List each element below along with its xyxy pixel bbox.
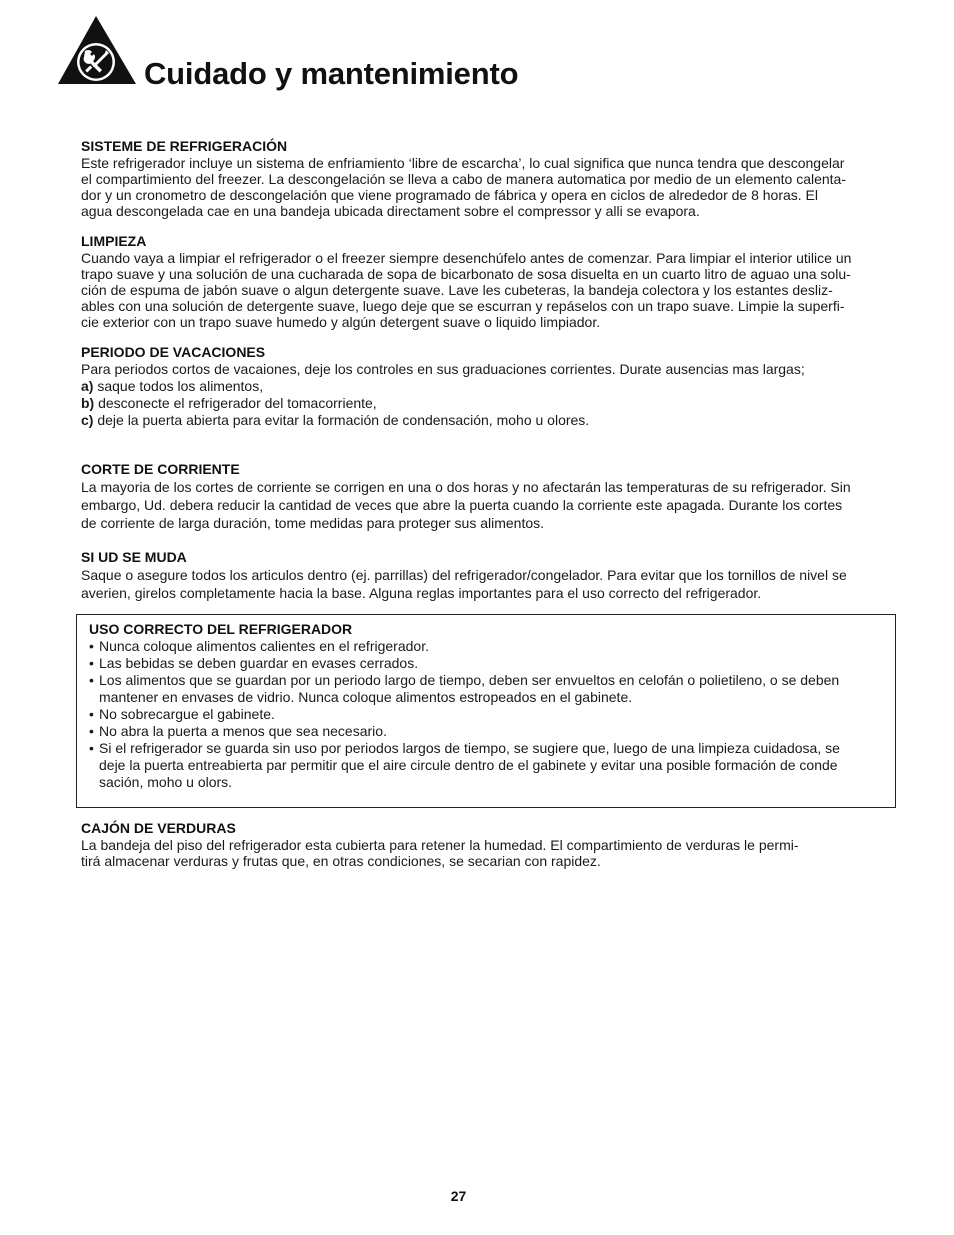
bullet-item: [89, 638, 887, 655]
body-line: ción de espuma de jabón suave o algun detergente suave. Lave les cubeteras, la bandeja colectora y los estantes desliz-: [81, 282, 833, 298]
section-body: [81, 566, 897, 602]
bullet-line: Los alimentos que se guardan por un periodo largo de tiempo, deben ser envueltos en celofán o polietileno, o se deben: [99, 672, 840, 688]
list-text: deje la puerta abierta para evitar la formación de condensación, moho u olores.: [93, 412, 590, 428]
section-cajon-verduras: [81, 820, 897, 869]
body-line: tirá almacenar verduras y frutas que, en otras condiciones, se secarian con rapidez.: [81, 853, 601, 869]
body-line: el compartimiento del freezer. La descongelación se lleva a cabo de manera automatica por medio de un elemento calenta-: [81, 171, 847, 187]
section-limpieza: [81, 233, 897, 330]
bullet-line: sación, moho u olors.: [99, 774, 233, 790]
bullet-mark: •: [89, 740, 94, 756]
body-line: dor y un cronometro de descongelación que viene programado de fábrica y opera en ciclos de alrededor de 8 horas. El: [81, 187, 819, 203]
section-intro: Para periodos cortos de vacaiones, deje los controles en sus graduaciones corrientes. Durate ausencias mas largas;: [81, 361, 805, 377]
bullet-item: [89, 706, 887, 723]
body-line: cie exterior con un trapo suave humedo y algún detergent suave o liquido limpiador.: [81, 314, 601, 330]
body-line: Este refrigerador incluye un sistema de enfriamiento ‘libre de escarcha’, lo cual significa que nunca tendra que descongelar: [81, 155, 845, 171]
body-line: agua descongelada cae en una bandeja ubicada directament sobre el compressor y alli se evapora.: [81, 203, 700, 219]
bullet-line: mantener en envases de vidrio. Nunca coloque alimentos estropeados en el gabinete.: [99, 689, 633, 705]
page-header: [56, 14, 916, 94]
bullet-text: No abra la puerta a menos que sea necesario.: [99, 723, 387, 739]
section-body: [81, 250, 897, 330]
bullet-mark: •: [89, 638, 94, 654]
section-heading: SI UD SE MUDA: [81, 549, 187, 565]
list-item: [81, 412, 897, 429]
bullet-text: Las bebidas se deben guardar en evases cerrados.: [99, 655, 419, 671]
body-line: trapo suave y una solución de una cucharada de sopa de bicarbonato de sosa disuelta en un cuarto litro de aguao una solu-: [81, 266, 851, 282]
section-heading: USO CORRECTO DEL REFRIGERADOR: [89, 621, 353, 637]
uso-correcto-box: [76, 614, 896, 808]
warning-tools-icon: [56, 14, 140, 86]
bullet-mark: •: [89, 655, 94, 671]
section-heading: SISTEME DE REFRIGERACIÓN: [81, 138, 288, 154]
bullet-text: [99, 672, 887, 706]
list-text: desconecte el refrigerador del tomacorriente,: [94, 395, 377, 411]
body-line: Saque o asegure todos los articulos dentro (ej. parrillas) del refrigerador/congelador. Para evitar que los tornillos de nivel se: [81, 567, 847, 583]
bullet-item: [89, 655, 887, 672]
section-periodo-vacaciones: [81, 344, 897, 429]
bullet-item: [89, 723, 887, 740]
body-line: de corriente de larga duración, tome medidas para proteger sus alimentos.: [81, 515, 545, 531]
list-item: [81, 395, 897, 412]
section-body: [81, 478, 897, 532]
section-body: [81, 155, 897, 219]
section-sistema-refrigeracion: [81, 138, 897, 219]
list-letter: c): [81, 412, 94, 428]
section-corte-corriente: [81, 461, 897, 532]
bullet-text: [99, 740, 887, 791]
section-heading: PERIODO DE VACACIONES: [81, 344, 266, 360]
page-content: [81, 138, 897, 869]
bullet-line: Si el refrigerador se guarda sin uso por periodos largos de tiempo, se sugiere que, luego de una limpieza cuidadosa, se: [99, 740, 840, 756]
bullet-text: No sobrecargue el gabinete.: [99, 706, 275, 722]
bullet-item: [89, 740, 887, 791]
list-text: saque todos los alimentos,: [93, 378, 264, 394]
bullet-text: Nunca coloque alimentos calientes en el refrigerador.: [99, 638, 429, 654]
section-heading: CAJÓN DE VERDURAS: [81, 820, 236, 836]
page-title: Cuidado y mantenimiento: [144, 56, 519, 91]
section-heading: CORTE DE CORRIENTE: [81, 461, 240, 477]
section-si-ud-se-muda: [81, 549, 897, 602]
bullet-mark: •: [89, 672, 94, 688]
body-line: La mayoria de los cortes de corriente se corrigen en una o dos horas y no afectarán las temperaturas de su refrigerador. Sin: [81, 479, 851, 495]
section-heading: LIMPIEZA: [81, 233, 147, 249]
bullet-mark: •: [89, 723, 94, 739]
body-line: Cuando vaya a limpiar el refrigerador o el freezer siempre desenchúfelo antes de comenzar. Para limpiar el interior utilice un: [81, 250, 852, 266]
body-line: embargo, Ud. debera reducir la cantidad de veces que abre la puerta cuando la corriente este apagada. Durante los cortes: [81, 497, 843, 513]
list-letter: a): [81, 378, 94, 394]
body-line: La bandeja del piso del refrigerador esta cubierta para retener la humedad. El compartimiento de verduras le permi-: [81, 837, 799, 853]
bullet-item: [89, 672, 887, 706]
list-letter: b): [81, 395, 95, 411]
body-line: averien, girelos completamente hacia la base. Alguna reglas importantes para el uso correcto del refrigerador.: [81, 585, 762, 601]
section-body: [81, 837, 897, 869]
body-line: ables con una solución de detergente suave, luego deje que se escurran y repáselos con un trapo suave. Limpie la superfi-: [81, 298, 845, 314]
bullet-mark: •: [89, 706, 94, 722]
bullet-line: deje la puerta entreabierta par permitir que el aire circule dentro de el gabinete y evitar una posible formación de conde: [99, 757, 838, 773]
list-item: [81, 378, 897, 395]
page-number: 27: [450, 1188, 467, 1204]
